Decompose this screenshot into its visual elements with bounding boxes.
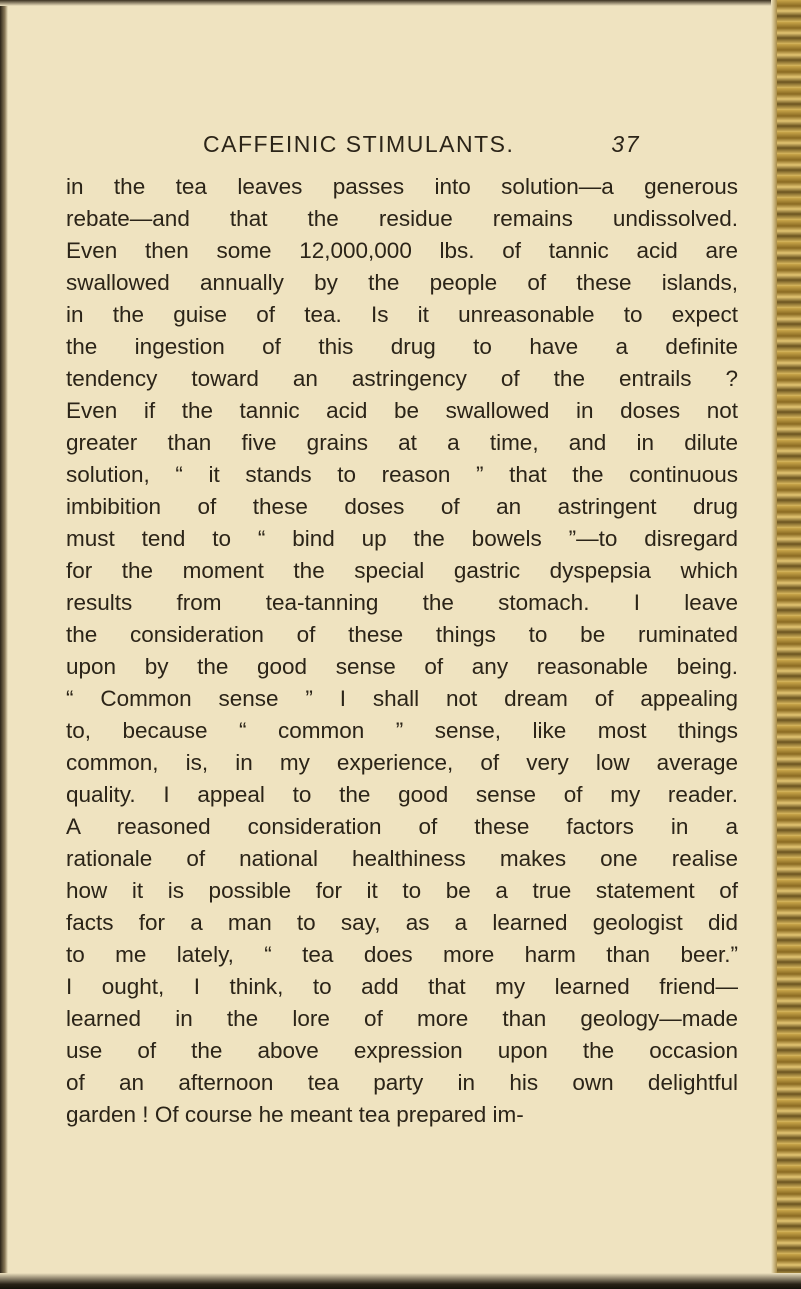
page-bottom-edge-shadow [0, 1273, 801, 1289]
text-line: rationale of national healthiness makes one realise [66, 846, 738, 871]
text-line: “ Common sense ” I shall not dream of appealing [66, 686, 738, 711]
text-line: must tend to “ bind up the bowels ”—to disregard [66, 526, 738, 551]
text-line: garden ! Of course he meant tea prepared im- [66, 1102, 524, 1127]
text-line: to me lately, “ tea does more harm than beer.” [66, 942, 738, 967]
text-line: in the tea leaves passes into solution—a generous [66, 174, 738, 199]
body-text [66, 171, 738, 1131]
text-line: quality. I appeal to the good sense of my reader. [66, 782, 738, 807]
text-line: Even if the tannic acid be swallowed in doses not [66, 398, 738, 423]
text-line: swallowed annually by the people of these islands, [66, 270, 738, 295]
text-line: imbibition of these doses of an astringent drug [66, 494, 738, 519]
page-top-edge-shadow [0, 0, 801, 6]
text-line: of an afternoon tea party in his own delightful [66, 1070, 738, 1095]
running-head-title: CAFFEINIC STIMULANTS. [203, 131, 515, 157]
text-line: use of the above expression upon the occasion [66, 1038, 738, 1063]
text-line: common, is, in my experience, of very low average [66, 750, 738, 775]
text-line: greater than five grains at a time, and in dilute [66, 430, 738, 455]
text-line: how it is possible for it to be a true statement of [66, 878, 738, 903]
text-line: solution, “ it stands to reason ” that the continuous [66, 462, 738, 487]
text-line: the consideration of these things to be ruminated [66, 622, 738, 647]
text-line: learned in the lore of more than geology—made [66, 1006, 738, 1031]
text-line: in the guise of tea. Is it unreasonable to expect [66, 302, 738, 327]
text-line: I ought, I think, to add that my learned friend— [66, 974, 738, 999]
text-line: rebate—and that the residue remains undissolved. [66, 206, 738, 231]
text-line: results from tea-tanning the stomach. I leave [66, 590, 738, 615]
text-line: A reasoned consideration of these factors in a [66, 814, 738, 839]
text-line: upon by the good sense of any reasonable being. [66, 654, 738, 679]
text-line: to, because “ common ” sense, like most things [66, 718, 738, 743]
text-line: tendency toward an astringency of the entrails ? [66, 366, 738, 391]
text-line: Even then some 12,000,000 lbs. of tannic acid are [66, 238, 738, 263]
text-line: the ingestion of this drug to have a definite [66, 334, 738, 359]
page-left-edge-shadow [0, 0, 8, 1289]
text-line: facts for a man to say, as a learned geologist did [66, 910, 738, 935]
book-gilt-edge [777, 0, 801, 1289]
running-head [170, 131, 640, 163]
text-line: for the moment the special gastric dyspepsia which [66, 558, 738, 583]
page-number: 37 [611, 131, 640, 157]
